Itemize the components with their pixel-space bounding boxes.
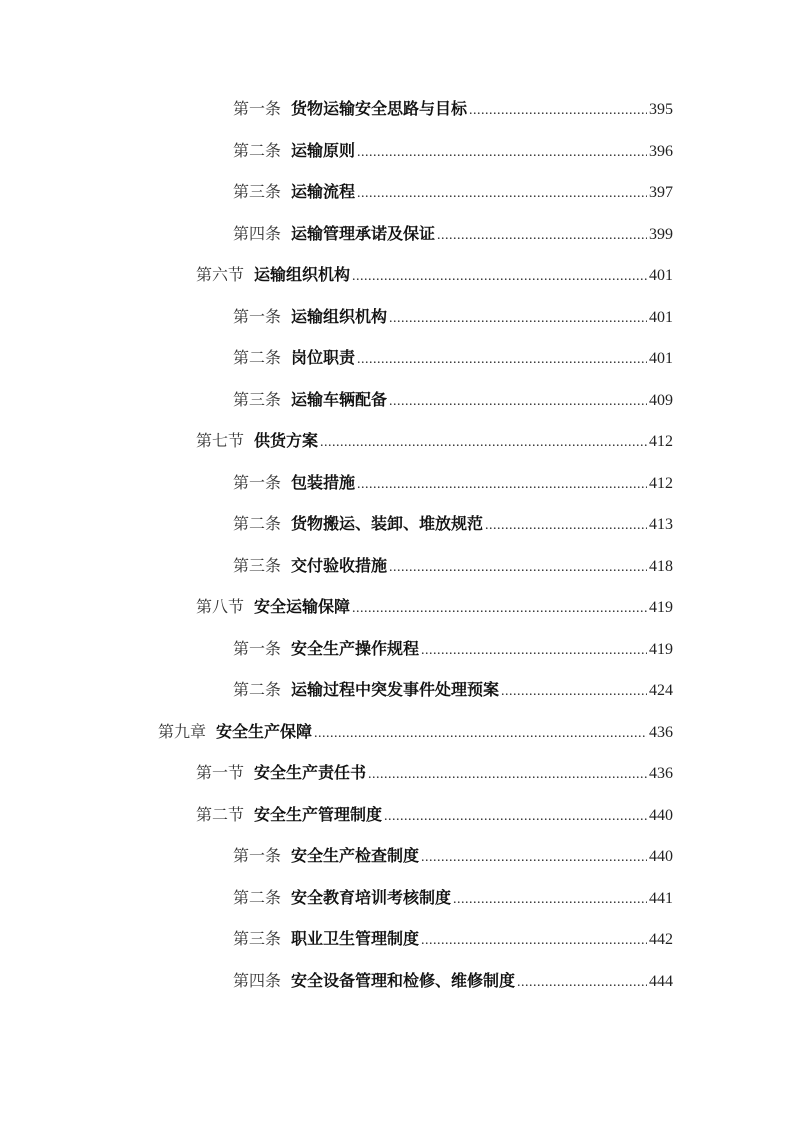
table-of-contents xyxy=(0,91,793,1004)
toc-entry-title: 安全生产管理制度 xyxy=(254,804,383,824)
toc-entry-label: 第一条 xyxy=(233,306,282,326)
dot-leader xyxy=(352,259,647,295)
toc-entry-label: 第七节 xyxy=(196,431,245,450)
toc-entry-title: 货物搬运、装卸、堆放规范 xyxy=(291,514,484,533)
toc-entry[interactable] xyxy=(0,382,793,424)
toc-entry-label: 第三条 xyxy=(233,389,282,409)
toc-entry-title: 安全生产保障 xyxy=(216,721,313,741)
toc-entry[interactable] xyxy=(0,963,793,1005)
toc-entry[interactable] xyxy=(0,299,793,341)
toc-entry-title: 运输车辆配备 xyxy=(291,389,388,409)
toc-entry-label: 第四条 xyxy=(233,223,282,243)
toc-entry[interactable] xyxy=(0,755,793,797)
toc-entry-title: 运输管理承诺及保证 xyxy=(291,223,436,243)
toc-page-number: 436 xyxy=(649,765,673,782)
toc-entry[interactable] xyxy=(0,506,793,548)
toc-entry-label: 第二节 xyxy=(196,804,245,824)
toc-entry-title: 供货方案 xyxy=(254,431,319,450)
toc-entry[interactable] xyxy=(0,631,793,673)
toc-entry-title: 运输原则 xyxy=(291,140,356,160)
toc-entry-title: 安全生产检查制度 xyxy=(291,846,420,865)
toc-entry-label: 第二条 xyxy=(233,887,282,907)
dot-leader xyxy=(485,508,647,544)
toc-entry-title: 安全运输保障 xyxy=(254,597,351,616)
toc-page-number: 442 xyxy=(649,931,673,948)
toc-page-number: 440 xyxy=(649,848,673,865)
toc-entry-label: 第三条 xyxy=(233,555,282,575)
toc-entry[interactable] xyxy=(0,589,793,631)
toc-entry-title: 安全教育培训考核制度 xyxy=(291,887,452,907)
toc-entry-label: 第九章 xyxy=(158,721,207,741)
toc-page-number: 412 xyxy=(649,433,673,450)
toc-entry-label: 第六节 xyxy=(196,265,245,284)
toc-page-number: 412 xyxy=(649,474,673,492)
dot-leader xyxy=(357,467,647,503)
dot-leader xyxy=(352,591,647,627)
toc-entry-label: 第一条 xyxy=(233,846,282,865)
toc-page-number: 436 xyxy=(649,723,673,741)
toc-page-number: 440 xyxy=(649,806,673,824)
dot-leader xyxy=(421,840,647,876)
dot-leader xyxy=(517,965,647,1001)
dot-leader xyxy=(368,757,647,793)
dot-leader xyxy=(453,882,647,918)
toc-entry-title: 安全生产操作规程 xyxy=(291,638,420,658)
toc-entry-label: 第一条 xyxy=(233,472,282,492)
toc-entry[interactable] xyxy=(0,465,793,507)
toc-page-number: 397 xyxy=(649,184,673,201)
dot-leader xyxy=(437,218,647,254)
dot-leader xyxy=(357,342,647,378)
dot-leader xyxy=(357,176,647,212)
toc-page-number: 413 xyxy=(649,516,673,533)
toc-entry-title: 运输过程中突发事件处理预案 xyxy=(291,680,500,699)
toc-entry[interactable] xyxy=(0,548,793,590)
toc-entry-label: 第三条 xyxy=(233,182,282,201)
toc-entry-label: 第二条 xyxy=(233,680,282,699)
toc-entry[interactable] xyxy=(0,797,793,839)
toc-page-number: 418 xyxy=(649,557,673,575)
toc-page-number: 444 xyxy=(649,972,673,990)
toc-page-number: 401 xyxy=(649,308,673,326)
toc-page-number: 395 xyxy=(649,101,673,118)
toc-entry-label: 第一条 xyxy=(233,99,282,118)
toc-entry-title: 运输组织机构 xyxy=(291,306,388,326)
toc-entry-title: 运输组织机构 xyxy=(254,265,351,284)
toc-page-number: 399 xyxy=(649,225,673,243)
dot-leader xyxy=(389,550,647,586)
toc-entry[interactable] xyxy=(0,672,793,714)
toc-entry-title: 安全生产责任书 xyxy=(254,763,367,782)
toc-entry-label: 第三条 xyxy=(233,929,282,948)
toc-entry[interactable] xyxy=(0,340,793,382)
toc-entry[interactable] xyxy=(0,838,793,880)
toc-page-number: 441 xyxy=(649,889,673,907)
dot-leader xyxy=(384,799,647,835)
toc-entry-title: 包装措施 xyxy=(291,472,356,492)
toc-entry-label: 第八节 xyxy=(196,597,245,616)
toc-entry[interactable] xyxy=(0,880,793,922)
dot-leader xyxy=(501,674,647,710)
dot-leader xyxy=(421,633,647,669)
toc-entry[interactable] xyxy=(0,174,793,216)
dot-leader xyxy=(421,923,647,959)
toc-entry-label: 第二条 xyxy=(233,140,282,160)
toc-entry[interactable] xyxy=(0,91,793,133)
toc-entry[interactable] xyxy=(0,257,793,299)
toc-entry-label: 第一条 xyxy=(233,638,282,658)
toc-entry-title: 交付验收措施 xyxy=(291,555,388,575)
toc-entry[interactable] xyxy=(0,714,793,756)
toc-page-number: 401 xyxy=(649,267,673,284)
toc-entry-title: 职业卫生管理制度 xyxy=(291,929,420,948)
toc-entry-label: 第一节 xyxy=(196,763,245,782)
toc-entry-label: 第二条 xyxy=(233,514,282,533)
toc-entry-title: 货物运输安全思路与目标 xyxy=(291,99,468,118)
toc-entry[interactable] xyxy=(0,921,793,963)
dot-leader xyxy=(357,135,647,171)
dot-leader xyxy=(320,425,647,461)
toc-page-number: 419 xyxy=(649,599,673,616)
toc-entry-title: 安全设备管理和检修、维修制度 xyxy=(291,970,516,990)
dot-leader xyxy=(469,93,647,129)
dot-leader xyxy=(389,384,647,420)
toc-entry[interactable] xyxy=(0,216,793,258)
toc-entry[interactable] xyxy=(0,423,793,465)
toc-page-number: 409 xyxy=(649,391,673,409)
toc-entry-label: 第二条 xyxy=(233,348,282,367)
toc-entry-title: 岗位职责 xyxy=(291,348,356,367)
toc-entry-title: 运输流程 xyxy=(291,182,356,201)
toc-page-number: 396 xyxy=(649,142,673,160)
dot-leader xyxy=(314,716,647,752)
toc-page-number: 401 xyxy=(649,350,673,367)
toc-entry-label: 第四条 xyxy=(233,970,282,990)
toc-entry[interactable] xyxy=(0,133,793,175)
dot-leader xyxy=(389,301,647,337)
toc-page-number: 419 xyxy=(649,640,673,658)
toc-page-number: 424 xyxy=(649,682,673,699)
